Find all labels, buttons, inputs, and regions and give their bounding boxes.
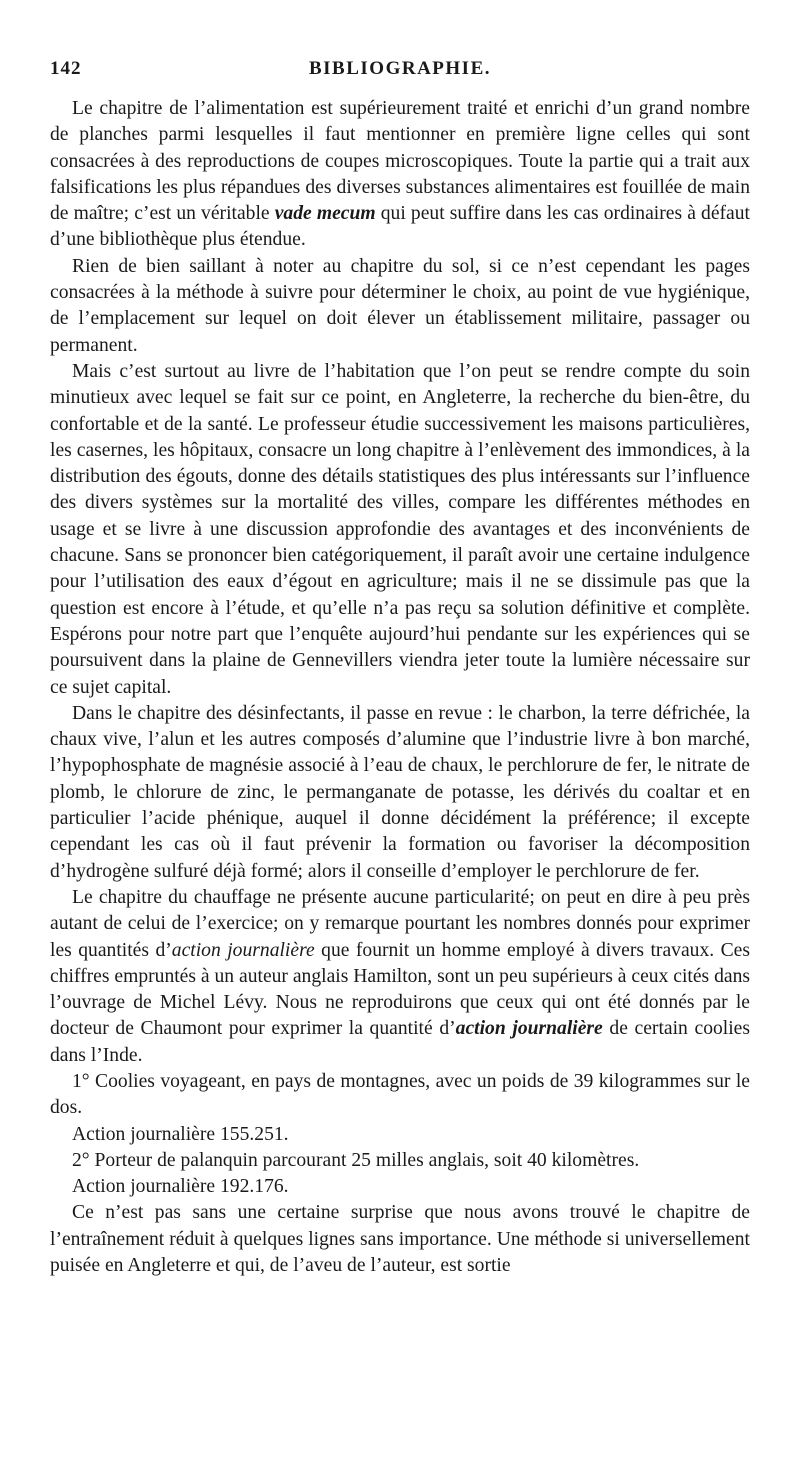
text-segment: Le chapitre de l’alimentation est supérieurement traité et enrichi d’un grand nombre de planches parmi lesquelles il faut mentionner en première ligne celles qui sont consacrées à des reproductions de coupes microscopiques. Toute la partie qui a trait aux falsifications les plus répandues des diverses substances alimentaires est fouillée de main de maître; c’est un véritable xyxy=(50,98,750,225)
text-segment: 2° Porteur de palanquin parcourant 25 milles anglais, soit 40 kilomètres. xyxy=(72,1149,640,1171)
paragraph xyxy=(50,1174,750,1200)
text-segment: Mais c’est surtout au livre de l’habitation que l’on peut se rendre compte du soin minutieux avec lequel se fait sur ce point, en Angleterre, la recherche du bien-être, du confortable et de la santé. Le professeur étudie successivement les maisons particulières, les casernes, les hôpitaux, consacre un long chapitre à l’enlèvement des immondices, à la distribution des égouts, donne des détails statistiques des plus intéressants sur l’influence des divers systèmes sur la mortalité des villes, compare les différentes méthodes en usage et se livre à une discussion approfondie des avantages et des inconvénients de chacune. Sans se prononcer bien catégoriquement, il paraît avoir une certaine indulgence pour l’utilisation des eaux d’égout en agriculture; mais il ne se dissimule pas que la question est encore à l’étude, et qu’elle n’a pas reçu sa solution définitive et complète. Espérons pour notre part que l’enquête aujourd’hui pendante sur les expériences qui se poursuivent dans la plaine de Gennevillers viendra jeter toute la lumière nécessaire sur ce sujet capital. xyxy=(50,360,750,698)
paragraph xyxy=(50,1122,750,1148)
text-segment: Action journalière 155.251. xyxy=(72,1123,289,1145)
text-segment: Ce n’est pas sans une certaine surprise que nous avons trouvé le chapitre de l’entraînement réduit à quelques lignes sans importance. Une méthode si universellement puisée en Angleterre et qui, de l’aveu de l’auteur, est sortie xyxy=(50,1202,750,1277)
text-segment: Rien de bien saillant à noter au chapitre du sol, si ce n’est cependant les pages consacrées à la méthode à suivre pour déterminer le choix, au point de vue hygiénique, de l’emplacement sur lequel on doit élever un établissement militaire, passager ou permanent. xyxy=(50,255,750,356)
emphasized-text: action journalière xyxy=(455,1018,603,1040)
text-segment: Le chapitre du chauffage ne présente aucune particularité; on peut en dire à peu près autant de celui de l’exercice; on y remarque pourtant les nombres donnés pour exprimer les quantités d’ xyxy=(50,886,750,961)
text-segment: qui peut suffire dans les cas ordinaires à défaut d’une bibliothèque plus étendue. xyxy=(50,203,750,251)
body-text xyxy=(50,96,750,1279)
paragraph xyxy=(50,885,750,1069)
running-title: BIBLIOGRAPHIE. xyxy=(308,58,491,79)
page-header xyxy=(50,58,750,92)
text-segment: de certain coolies dans l’Inde. xyxy=(50,1018,750,1066)
paragraph xyxy=(50,96,750,254)
paragraph xyxy=(50,701,750,885)
emphasized-text: action journalière xyxy=(171,939,315,961)
paragraph xyxy=(50,1148,750,1174)
paragraph xyxy=(50,1069,750,1122)
paragraph xyxy=(50,1200,750,1279)
text-segment: Action journalière 192.176. xyxy=(72,1176,289,1198)
text-segment: Dans le chapitre des désinfectants, il passe en revue : le charbon, la terre défrichée, la chaux vive, l’alun et les autres composés d’alumine que l’industrie livre à bon marché, l’hypophosphate de magnésie associé à l’eau de chaux, le perchlorure de fer, le nitrate de plomb, le chlorure de zinc, le permanganate de potasse, les dérivés du coaltar et en particulier l’acide phénique, auquel il donne décidément la préférence; il excepte cependant les cas où il faut prévenir la formation ou favoriser la décomposition d’hydrogène sulfuré déjà formé; alors il conseille d’employer le perchlorure de fer. xyxy=(50,702,750,882)
text-segment: que fournit un homme employé à divers travaux. Ces chiffres empruntés à un auteur anglais Hamilton, sont un peu supérieurs à ceux cités dans l’ouvrage de Michel Lévy. Nous ne reproduirons que ceux qui ont été donnés par le docteur de Chaumont pour exprimer la quantité d’ xyxy=(50,939,751,1040)
page-number: 142 xyxy=(50,58,82,79)
paragraph xyxy=(50,359,750,701)
emphasized-text: vade mecum xyxy=(274,203,376,225)
paragraph xyxy=(50,254,750,359)
text-segment: 1° Coolies voyageant, en pays de montagnes, avec un poids de 39 kilogrammes sur le dos. xyxy=(50,1070,750,1119)
